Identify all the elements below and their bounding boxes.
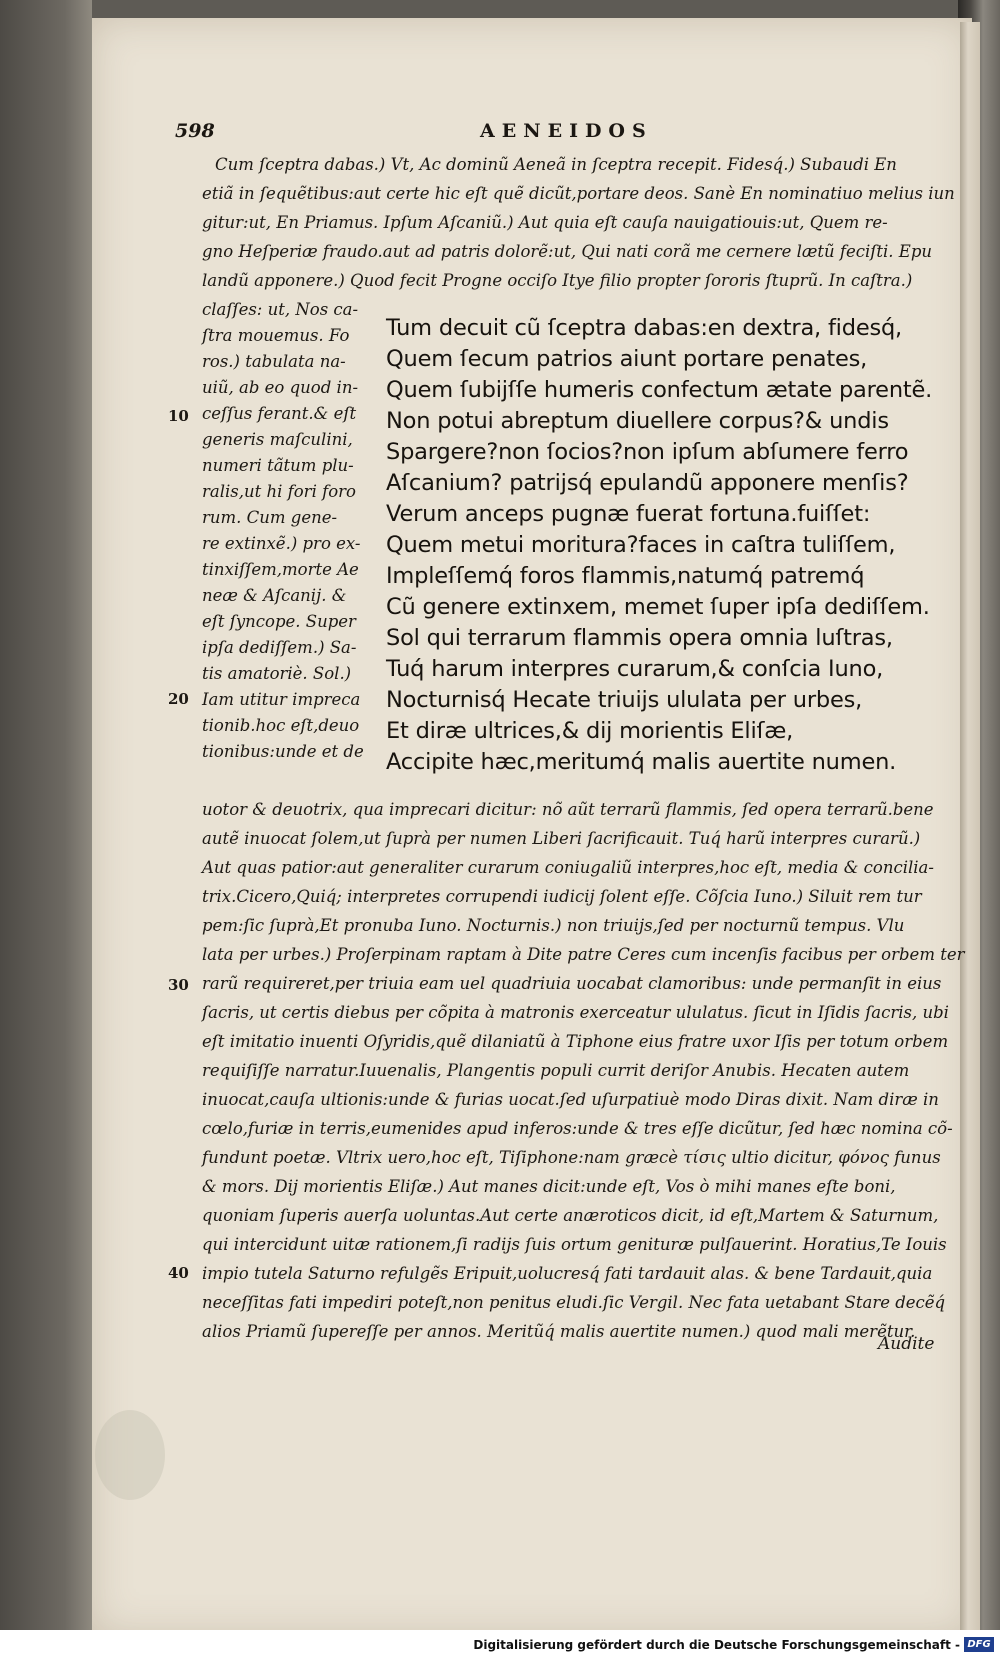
verse-line: Quem ſubijſſe humeris confectum ætate parentẽ. <box>386 377 933 403</box>
verse-line: Quem metui moritura?faces in caſtra tuliſſem, <box>386 532 896 558</box>
line-number: 20 <box>168 690 189 708</box>
commentary-line: neæ & Aſcanij. & <box>202 586 347 605</box>
verse-line: Cũ genere extinxem, memet ſuper ipſa dediſſem. <box>386 594 930 620</box>
verse-line: Et diræ ultrices,& dij morientis Eliſæ, <box>386 718 794 744</box>
commentary-line: & mors. Dij morientis Eliſæ.) Aut manes dicit:unde eſt, Vos ò mihi manes eſte boni, <box>202 1177 896 1196</box>
commentary-line: landũ apponere.) Quod fecit Progne occiſo Itye filio propter ſororis ſtuprũ. In caſtra.) <box>202 271 913 290</box>
verse-line: Verum anceps pugnæ fuerat fortuna.fuiſſet: <box>386 501 871 527</box>
paper-stain <box>95 1410 165 1500</box>
commentary-line: rum. Cum gene- <box>202 508 338 527</box>
line-number: 40 <box>168 1264 189 1282</box>
footer-bar <box>0 1630 1000 1659</box>
commentary-line: fundunt poetæ. Vltrix uero,hoc eſt, Tiſiphone:nam græcè τίσις ultio dicitur, φόνος funus <box>202 1148 941 1167</box>
commentary-line: generis maſculini, <box>202 430 353 449</box>
commentary-line: requiſiſſe narratur.Iuuenalis, Plangentis populi currit deriſor Anubis. Hecaten autem <box>202 1061 910 1080</box>
commentary-line: gitur:ut, En Priamus. Ipſum Aſcaniũ.) Aut quia eſt cauſa nauigatiouis:ut, Quem re- <box>202 213 888 232</box>
commentary-line: trix.Cicero,Quiq́; interpretes corrupendi iudicij ſolent eſſe. Cõſcia Iuno.) Siluit rem tur <box>202 887 922 906</box>
verse-line: Accipite hæc,meritumq́ malis auertite numen. <box>386 749 897 775</box>
commentary-line: ſacris, ut certis diebus per cõpita à matronis exerceatur ululatus. ſicut in Iſidis ſacris, ubi <box>202 1003 949 1022</box>
verse-line: Non potui abreptum diuellere corpus?& undis <box>386 408 889 434</box>
commentary-line: alios Priamũ ſupereſſe per annos. Meritũq́ malis auertite numen.) quod mali merẽtur. <box>202 1322 916 1341</box>
commentary-line: tis amatoriè. Sol.) <box>202 664 352 683</box>
commentary-line: Aut quas patior:aut generaliter curarum coniugaliũ interpres,hoc eſt, media & concilia- <box>202 858 934 877</box>
commentary-line: ros.) tabulata na- <box>202 352 346 371</box>
binding-shadow <box>0 0 92 1659</box>
commentary-line: eſt ſyncope. Super <box>202 612 356 631</box>
commentary-line: uiũ, ab eo quod in- <box>202 378 359 397</box>
commentary-line: qui intercidunt uitæ rationem,ſi radijs ſuis ortum genituræ pulſauerint. Horatius,Te Iouis <box>202 1235 947 1254</box>
commentary-line: ralis,ut hi fori foro <box>202 482 356 501</box>
verse-line: Tum decuit cũ ſceptra dabas:en dextra, fidesq́, <box>386 315 903 341</box>
commentary-line: neceſſitas fati impediri poteſt,non penitus eludi.ſic Vergil. Nec fata uetabant Stare decẽq́ <box>202 1293 946 1312</box>
commentary-line: ſtra mouemus. Fo <box>202 326 350 345</box>
commentary-line: claſſes: ut, Nos ca- <box>202 300 359 319</box>
verse-line: Aſcanium? patrijsq́ epulandũ apponere menſis? <box>386 470 909 496</box>
verse-line: Tuq́ harum interpres curarum,& conſcia Iuno, <box>386 656 884 682</box>
commentary-line: rarũ requireret,per triuia eam uel quadriuia uocabat clamoribus: unde permanſit in eius <box>202 974 942 993</box>
commentary-line: pem:ſic ſuprà,Et pronuba Iuno. Nocturnis.) non triuijs,ſed per nocturnũ tempus. Vlu <box>202 916 905 935</box>
commentary-line: re extinxẽ.) pro ex- <box>202 534 361 553</box>
commentary-line: uotor & deuotrix, qua imprecari dicitur: nõ aũt terrarũ flammis, ſed opera terrarũ.bene <box>202 800 934 819</box>
commentary-line: inuocat,cauſa ultionis:unde & furias uocat.ſed uſurpatiuè modo Diras dixit. Nam diræ in <box>202 1090 939 1109</box>
commentary-line: tionibus:unde et de <box>202 742 364 761</box>
commentary-line: cœlo,furiæ in terris,eumenides apud inferos:unde & tres eſſe dicũtur, ſed hæc nomina cõ- <box>202 1119 953 1138</box>
verse-line: Spargere?non ſocios?non ipſum abſumere ferro <box>386 439 909 465</box>
line-number: 30 <box>168 976 189 994</box>
verse-line: Nocturnisq́ Hecate triuijs ululata per urbes, <box>386 687 863 713</box>
page-edge <box>960 22 980 1632</box>
commentary-line: lata per urbes.) Proſerpinam raptam à Dite patre Ceres cum incenſis facibus per orbem ter <box>202 945 965 964</box>
line-number: 10 <box>168 407 189 425</box>
commentary-line: impio tutela Saturno refulgẽs Eripuit,uolucresq́ fati tardauit alas. & bene Tardauit,quia <box>202 1264 933 1283</box>
commentary-line: quoniam ſuperis auerſa uoluntas.Aut certe anæroticos dicit, id eſt,Martem & Saturnum, <box>202 1206 939 1225</box>
running-title: AENEIDOS <box>480 120 653 142</box>
dfg-logo: DFG <box>964 1637 994 1652</box>
commentary-line: Cum ſceptra dabas.) Vt, Ac dominũ Aeneã in ſceptra recepit. Fidesq́.) Subaudi En <box>215 155 897 174</box>
commentary-line: eſt imitatio inuenti Oſyridis,quẽ dilaniatũ à Tiphone eius fratre uxor Iſis per totum orbem <box>202 1032 949 1051</box>
commentary-line: ipſa dediſſem.) Sa- <box>202 638 357 657</box>
verse-line: Impleſſemq́ foros flammis,natumq́ patremq́ <box>386 563 865 589</box>
commentary-line: Iam utitur impreca <box>202 690 361 709</box>
footer-credit: Digitalisierung gefördert durch die Deutsche Forschungsgemeinschaft - <box>473 1638 960 1652</box>
commentary-line: tinxiſſem,morte Ae <box>202 560 359 579</box>
commentary-line: ceſſus ferant.& eſt <box>202 404 357 423</box>
verse-line: Sol qui terrarum flammis opera omnia luſtras, <box>386 625 893 651</box>
commentary-line: tionib.hoc eſt,deuo <box>202 716 360 735</box>
commentary-line: numeri tãtum plu- <box>202 456 354 475</box>
verse-line: Quem ſecum patrios aiunt portare penates, <box>386 346 868 372</box>
catchword: Audite <box>878 1334 935 1354</box>
page-number: 598 <box>175 120 215 142</box>
commentary-line: gno Heſperiæ fraudo.aut ad patris dolorẽ:ut, Qui nati corã me cernere lætũ feciſti. Epu <box>202 242 933 261</box>
commentary-line: etiã in ſequẽtibus:aut certe hic eſt quẽ dicũt,portare deos. Sanè En nominatiuo melius iun <box>202 184 955 203</box>
commentary-line: autẽ inuocat ſolem,ut ſuprà per numen Liberi ſacrificauit. Tuq́ harũ interpres curarũ.) <box>202 829 921 848</box>
